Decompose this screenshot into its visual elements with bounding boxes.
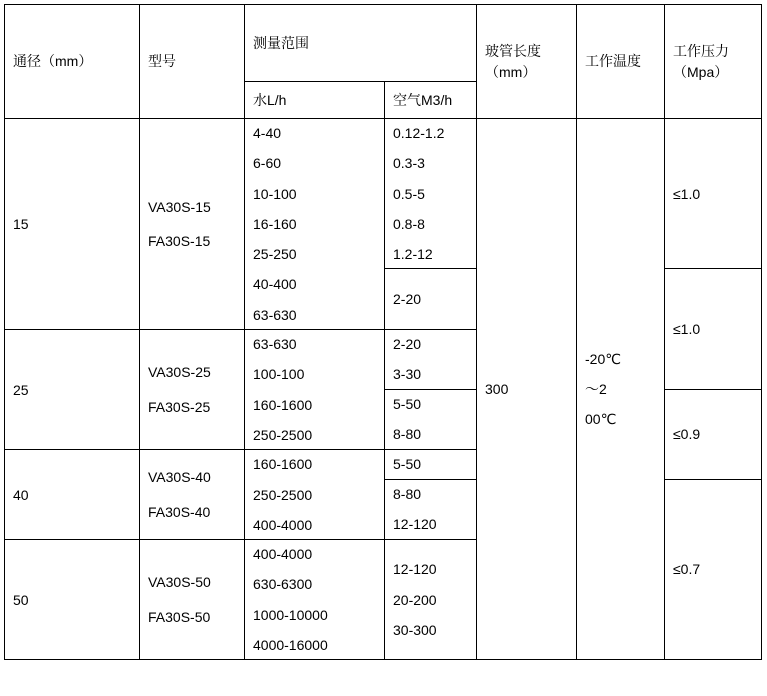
table-header-row-main [5, 5, 762, 82]
water-value: 100-100 [253, 366, 305, 383]
air-value: 0.3-3 [393, 155, 425, 172]
cell-air-range-25-b [385, 389, 477, 450]
temp-line: ～2 [585, 381, 607, 398]
header-tube-length: 玻管长度（mm） [477, 5, 577, 119]
cell-air-range-25-a [385, 330, 477, 390]
cell-water-range-15 [245, 119, 385, 330]
cell-diameter-25: 25 [5, 330, 140, 450]
cell-air-range-40-a [385, 450, 477, 479]
air-value: 0.5-5 [393, 185, 425, 202]
model-label: FA30S-15 [148, 233, 211, 250]
model-label: FA30S-40 [148, 503, 211, 520]
cell-water-range-50 [245, 540, 385, 660]
header-range-air: 空气M3/h [385, 82, 477, 119]
table-row-dn15-a [5, 119, 762, 269]
temp-line: -20℃ [585, 350, 621, 367]
cell-water-range-40 [245, 450, 385, 540]
air-value: 5-50 [393, 456, 422, 473]
water-value: 25-250 [253, 246, 297, 263]
water-value: 40-400 [253, 276, 297, 293]
air-value: 20-200 [393, 591, 437, 608]
model-label: VA30S-50 [148, 574, 211, 591]
cell-pressure-25: ≤0.9 [665, 389, 762, 479]
cell-air-range-40-b [385, 479, 477, 540]
specification-table [4, 4, 762, 660]
header-working-temperature: 工作温度 [577, 5, 665, 119]
model-label: VA30S-15 [148, 198, 211, 215]
cell-pressure-40-50: ≤0.7 [665, 479, 762, 660]
water-value: 1000-10000 [253, 606, 328, 623]
air-value: 3-30 [393, 366, 422, 383]
model-label: VA30S-25 [148, 364, 211, 381]
header-range-water: 水L/h [245, 82, 385, 119]
cell-models-50 [140, 540, 245, 660]
water-value: 630-6300 [253, 576, 313, 593]
water-value: 16-160 [253, 215, 297, 232]
water-value: 4-40 [253, 125, 282, 141]
temp-line: 00℃ [585, 411, 617, 428]
cell-models-15 [140, 119, 245, 330]
cell-tube-length: 300 [477, 119, 577, 660]
cell-pressure-15-a: ≤1.0 [665, 119, 762, 269]
cell-models-25 [140, 330, 245, 450]
air-value: 0.12-1.2 [393, 125, 445, 141]
cell-diameter-50: 50 [5, 540, 140, 660]
water-value: 250-2500 [253, 486, 313, 503]
cell-air-range-15-a [385, 119, 477, 269]
cell-working-temperature [577, 119, 665, 660]
water-value: 400-4000 [253, 546, 313, 563]
water-value: 63-630 [253, 306, 297, 323]
water-value: 63-630 [253, 336, 297, 353]
water-value: 10-100 [253, 185, 297, 202]
water-value: 400-4000 [253, 516, 313, 533]
model-label: FA30S-25 [148, 398, 211, 415]
model-label: FA30S-50 [148, 608, 211, 625]
air-value: 8-80 [393, 426, 422, 443]
cell-diameter-40: 40 [5, 450, 140, 540]
water-value: 4000-16000 [253, 637, 328, 654]
water-value: 6-60 [253, 155, 282, 172]
cell-models-40 [140, 450, 245, 540]
model-label: VA30S-40 [148, 469, 211, 486]
header-model: 型号 [140, 5, 245, 119]
header-working-pressure: 工作压力（Mpa） [665, 5, 762, 119]
water-value: 160-1600 [253, 396, 313, 413]
cell-air-range-50 [385, 540, 477, 660]
air-value: 5-50 [393, 396, 422, 413]
air-value: 2-20 [393, 291, 422, 308]
header-measuring-range: 测量范围 [245, 5, 477, 82]
cell-air-range-15-b [385, 269, 477, 330]
air-value: 8-80 [393, 486, 422, 503]
cell-pressure-15-b: ≤1.0 [665, 269, 762, 389]
cell-diameter-15: 15 [5, 119, 140, 330]
water-value: 250-2500 [253, 426, 313, 443]
air-value: 12-120 [393, 516, 437, 533]
cell-water-range-25 [245, 330, 385, 450]
air-value: 1.2-12 [393, 246, 433, 263]
air-value: 12-120 [393, 561, 437, 578]
air-value: 2-20 [393, 336, 422, 353]
air-value: 30-300 [393, 621, 437, 638]
header-diameter: 通径（mm） [5, 5, 140, 119]
water-value: 160-1600 [253, 456, 313, 473]
air-value: 0.8-8 [393, 215, 425, 232]
